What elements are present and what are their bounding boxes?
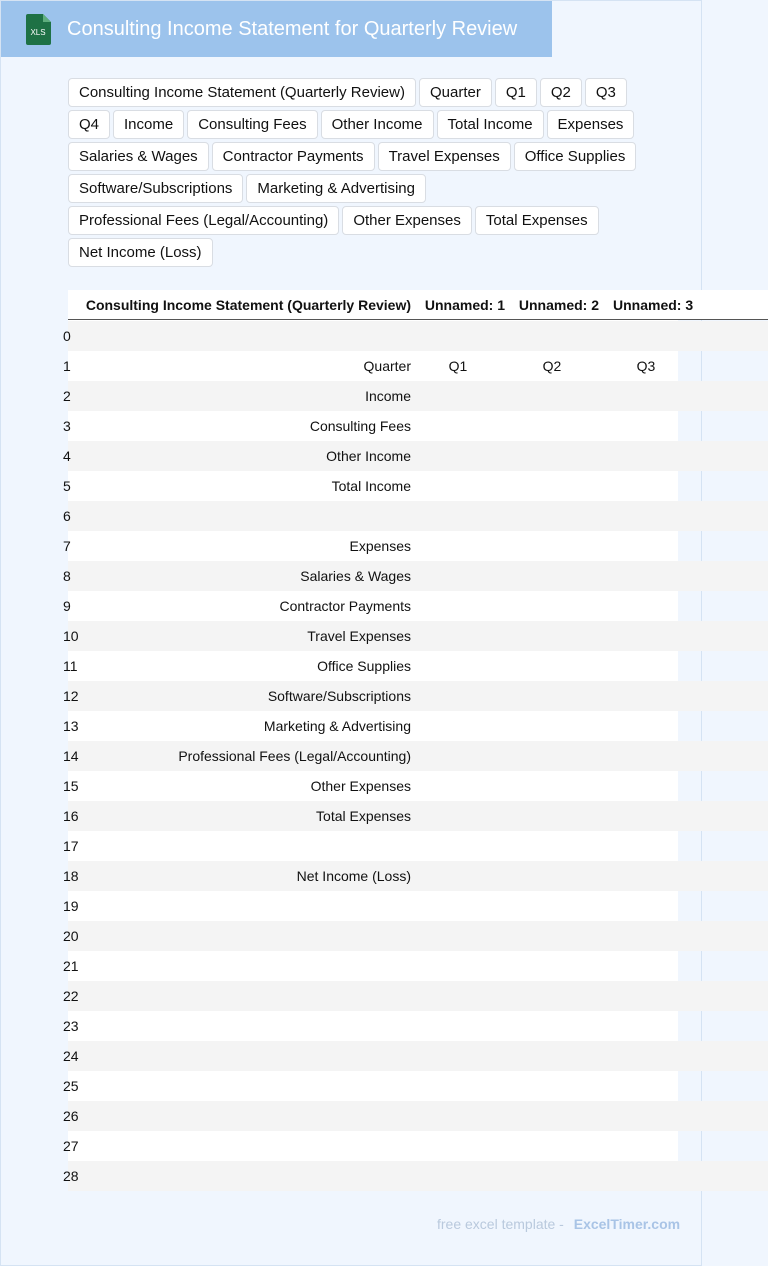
quarter-cell: [411, 741, 505, 771]
quarter-cell: [411, 771, 505, 801]
quarter-cell: [599, 861, 693, 891]
quarter-cell: [505, 1071, 599, 1101]
value-chip[interactable]: Q3: [585, 78, 627, 107]
row-label: Other Expenses: [310, 778, 411, 794]
footer-brand-link[interactable]: ExcelTimer.com: [573, 1216, 681, 1232]
quarter-cell: [411, 471, 505, 501]
table-row: [63, 981, 768, 1011]
row-label: [82, 1161, 411, 1191]
quarter-cell: [599, 381, 693, 411]
quarter-cell: [411, 921, 505, 951]
row-label: [82, 1071, 411, 1101]
table-row: [63, 651, 768, 681]
quarter-cell: [599, 411, 693, 441]
column-header[interactable]: Unnamed: 1: [424, 297, 505, 313]
row-label: [82, 501, 411, 531]
quarter-cell: [505, 411, 599, 441]
table-row: [63, 561, 768, 591]
row-label: [82, 1041, 411, 1071]
value-chip[interactable]: Professional Fees (Legal/Accounting): [68, 206, 339, 235]
row-index: 9: [63, 598, 71, 614]
row-label: Contractor Payments: [279, 598, 411, 614]
quarter-cell: [599, 501, 693, 531]
row-label: [82, 981, 411, 1011]
value-chip[interactable]: Marketing & Advertising: [246, 174, 426, 203]
table-row: [63, 381, 768, 411]
row-label: [82, 1131, 411, 1161]
quarter-cell: [599, 651, 693, 681]
quarter-cell: [505, 1011, 599, 1041]
quarter-cell: [599, 711, 693, 741]
row-label: [82, 1011, 411, 1041]
quarter-cell: [505, 1131, 599, 1161]
row-index: 8: [63, 568, 71, 584]
quarter-cell: [411, 891, 505, 921]
quarter-cell: [411, 681, 505, 711]
quarter-cell: [599, 561, 693, 591]
quarter-cell: [505, 1041, 599, 1071]
table-row: [63, 621, 768, 651]
quarter-cell: [599, 981, 693, 1011]
value-chip[interactable]: Net Income (Loss): [68, 238, 213, 267]
value-chip[interactable]: Other Expenses: [342, 206, 472, 235]
quarter-cell: [599, 741, 693, 771]
quarter-cell: [505, 381, 599, 411]
value-chip[interactable]: Office Supplies: [514, 142, 637, 171]
quarter-cell: [505, 561, 599, 591]
quarter-cell: [599, 831, 693, 861]
table-row: [63, 861, 768, 891]
row-label: Total Income: [331, 478, 411, 494]
row-index: 19: [63, 898, 79, 914]
quarter-cell: [505, 771, 599, 801]
quarter-cell: [411, 711, 505, 741]
quarter-cell: [505, 441, 599, 471]
row-label: Office Supplies: [317, 658, 411, 674]
quarter-cell: [411, 411, 505, 441]
row-index: 16: [63, 808, 79, 824]
value-chip[interactable]: Q4: [68, 110, 110, 139]
value-chip[interactable]: Consulting Fees: [187, 110, 317, 139]
value-chip[interactable]: Consulting Income Statement (Quarterly Review): [68, 78, 416, 107]
quarter-cell: Q1: [448, 358, 468, 374]
row-index: 7: [63, 538, 71, 554]
quarter-cell: Q3: [636, 358, 656, 374]
row-index: 12: [63, 688, 79, 704]
row-index: 4: [63, 448, 71, 464]
value-chip[interactable]: Expenses: [547, 110, 635, 139]
quarter-cell: [411, 501, 505, 531]
row-index: 26: [63, 1108, 79, 1124]
quarter-cell: [411, 1041, 505, 1071]
quarter-cell: [505, 861, 599, 891]
row-index: 14: [63, 748, 79, 764]
row-index: 6: [63, 508, 71, 524]
value-chip[interactable]: Q2: [540, 78, 582, 107]
table-row: [63, 501, 768, 531]
quarter-cell: [411, 591, 505, 621]
footer-credit: [437, 1216, 680, 1232]
quarter-cell: [599, 801, 693, 831]
quarter-cell: [599, 471, 693, 501]
row-label: Net Income (Loss): [296, 868, 411, 884]
row-label: Travel Expenses: [307, 628, 411, 644]
table-row: [63, 531, 768, 561]
quarter-cell: [505, 321, 599, 351]
column-header[interactable]: Unnamed: 3: [613, 297, 694, 313]
row-index: 2: [63, 388, 71, 404]
row-index: 17: [63, 838, 79, 854]
quarter-cell: [411, 621, 505, 651]
xls-icon-label: XLS: [30, 28, 46, 37]
row-label: Total Expenses: [316, 808, 411, 824]
column-header[interactable]: Consulting Income Statement (Quarterly Review): [85, 297, 411, 313]
row-index: 5: [63, 478, 71, 494]
column-header[interactable]: Unnamed: 2: [518, 297, 599, 313]
row-index: 20: [63, 928, 79, 944]
quarter-cell: [505, 711, 599, 741]
quarter-cell: [505, 531, 599, 561]
quarter-cell: [411, 1071, 505, 1101]
quarter-cell: [599, 951, 693, 981]
row-index: 3: [63, 418, 71, 434]
row-label: Professional Fees (Legal/Accounting): [178, 748, 411, 764]
quarter-cell: [411, 1161, 505, 1191]
quarter-cell: [505, 1161, 599, 1191]
row-index: 1: [63, 358, 71, 374]
quarter-cell: [505, 801, 599, 831]
table-row: [63, 1011, 768, 1041]
table-row: [63, 1161, 768, 1191]
table-row: [63, 321, 768, 351]
quarter-cell: [411, 861, 505, 891]
table-row: [63, 771, 768, 801]
table-row: [63, 351, 768, 381]
row-label: [82, 951, 411, 981]
row-index: 10: [63, 628, 79, 644]
row-label: Quarter: [363, 358, 411, 374]
quarter-cell: [599, 621, 693, 651]
quarter-cell: [505, 501, 599, 531]
quarter-cell: Q2: [542, 358, 562, 374]
quarter-cell: [505, 651, 599, 681]
quarter-cell: [505, 591, 599, 621]
table-row: [63, 441, 768, 471]
quarter-cell: [505, 1101, 599, 1131]
row-label: [82, 921, 411, 951]
quarter-cell: [411, 381, 505, 411]
table-row: [63, 1131, 768, 1161]
value-chip[interactable]: Income: [113, 110, 184, 139]
quarter-cell: [411, 651, 505, 681]
table-row: [63, 411, 768, 441]
quarter-cell: [411, 831, 505, 861]
row-index: 23: [63, 1018, 79, 1034]
row-index: 18: [63, 868, 79, 884]
table-row: [63, 921, 768, 951]
value-chip[interactable]: Total Income: [437, 110, 544, 139]
quarter-cell: [599, 441, 693, 471]
table-row: [63, 741, 768, 771]
row-index: 11: [63, 658, 78, 674]
value-chip[interactable]: Total Expenses: [475, 206, 599, 235]
quarter-cell: [505, 831, 599, 861]
row-label: Other Income: [326, 448, 411, 464]
quarter-cell: [505, 741, 599, 771]
quarter-cell: [599, 891, 693, 921]
table-row: [63, 1041, 768, 1071]
row-label: Marketing & Advertising: [263, 718, 411, 734]
quarter-cell: [599, 531, 693, 561]
row-label: [82, 321, 411, 351]
quarter-cell: [411, 1011, 505, 1041]
column-value-chips: [68, 78, 668, 267]
data-table: [63, 290, 694, 1190]
table-row: [63, 801, 768, 831]
value-chip[interactable]: Software/Subscriptions: [68, 174, 243, 203]
value-chip[interactable]: Salaries & Wages: [68, 142, 209, 171]
row-label: Income: [365, 388, 411, 404]
table-row: [63, 591, 768, 621]
table-row: [63, 891, 768, 921]
value-chip[interactable]: Q1: [495, 78, 537, 107]
table-row: [63, 1071, 768, 1101]
quarter-cell: [505, 681, 599, 711]
quarter-cell: [411, 981, 505, 1011]
row-label: [82, 891, 411, 921]
xls-file-icon: [23, 14, 51, 45]
quarter-cell: [411, 321, 505, 351]
quarter-cell: [599, 771, 693, 801]
row-index: 21: [63, 958, 79, 974]
table-row: [63, 711, 768, 741]
quarter-cell: [599, 1011, 693, 1041]
quarter-cell: [599, 681, 693, 711]
row-index: 15: [63, 778, 79, 794]
title-banner: [1, 1, 552, 57]
row-index: 27: [63, 1138, 79, 1154]
quarter-cell: [505, 981, 599, 1011]
quarter-cell: [411, 801, 505, 831]
row-index: 28: [63, 1168, 79, 1184]
value-chip[interactable]: Contractor Payments: [212, 142, 375, 171]
footer-prefix: free excel template -: [437, 1216, 564, 1232]
value-chip[interactable]: Other Income: [321, 110, 434, 139]
quarter-cell: [599, 321, 693, 351]
value-chip[interactable]: Quarter: [419, 78, 492, 107]
row-label: Consulting Fees: [309, 418, 411, 434]
row-index: 13: [63, 718, 79, 734]
quarter-cell: [411, 951, 505, 981]
table-row: [63, 471, 768, 501]
quarter-cell: [599, 1071, 693, 1101]
quarter-cell: [411, 1101, 505, 1131]
quarter-cell: [505, 891, 599, 921]
quarter-cell: [505, 951, 599, 981]
table-row: [63, 831, 768, 861]
quarter-cell: [599, 1161, 693, 1191]
row-label: Expenses: [349, 538, 411, 554]
row-index: 0: [63, 328, 71, 344]
row-index: 22: [63, 988, 79, 1004]
row-label: Salaries & Wages: [300, 568, 411, 584]
value-chip[interactable]: Travel Expenses: [378, 142, 511, 171]
quarter-cell: [599, 1101, 693, 1131]
quarter-cell: [599, 921, 693, 951]
quarter-cell: [411, 441, 505, 471]
table-header-row: [68, 290, 768, 320]
quarter-cell: [599, 1131, 693, 1161]
row-label: Software/Subscriptions: [267, 688, 411, 704]
row-index: 25: [63, 1078, 79, 1094]
quarter-cell: [411, 561, 505, 591]
row-label: [82, 1101, 411, 1131]
quarter-cell: [411, 531, 505, 561]
table-row: [63, 1101, 768, 1131]
page-title: Consulting Income Statement for Quarterly Review: [67, 18, 518, 40]
quarter-cell: [411, 1131, 505, 1161]
table-row: [63, 681, 768, 711]
table-row: [63, 951, 768, 981]
quarter-cell: [505, 471, 599, 501]
quarter-cell: [599, 1041, 693, 1071]
row-label: [82, 831, 411, 861]
row-index: 24: [63, 1048, 79, 1064]
quarter-cell: [599, 591, 693, 621]
quarter-cell: [505, 621, 599, 651]
quarter-cell: [505, 921, 599, 951]
